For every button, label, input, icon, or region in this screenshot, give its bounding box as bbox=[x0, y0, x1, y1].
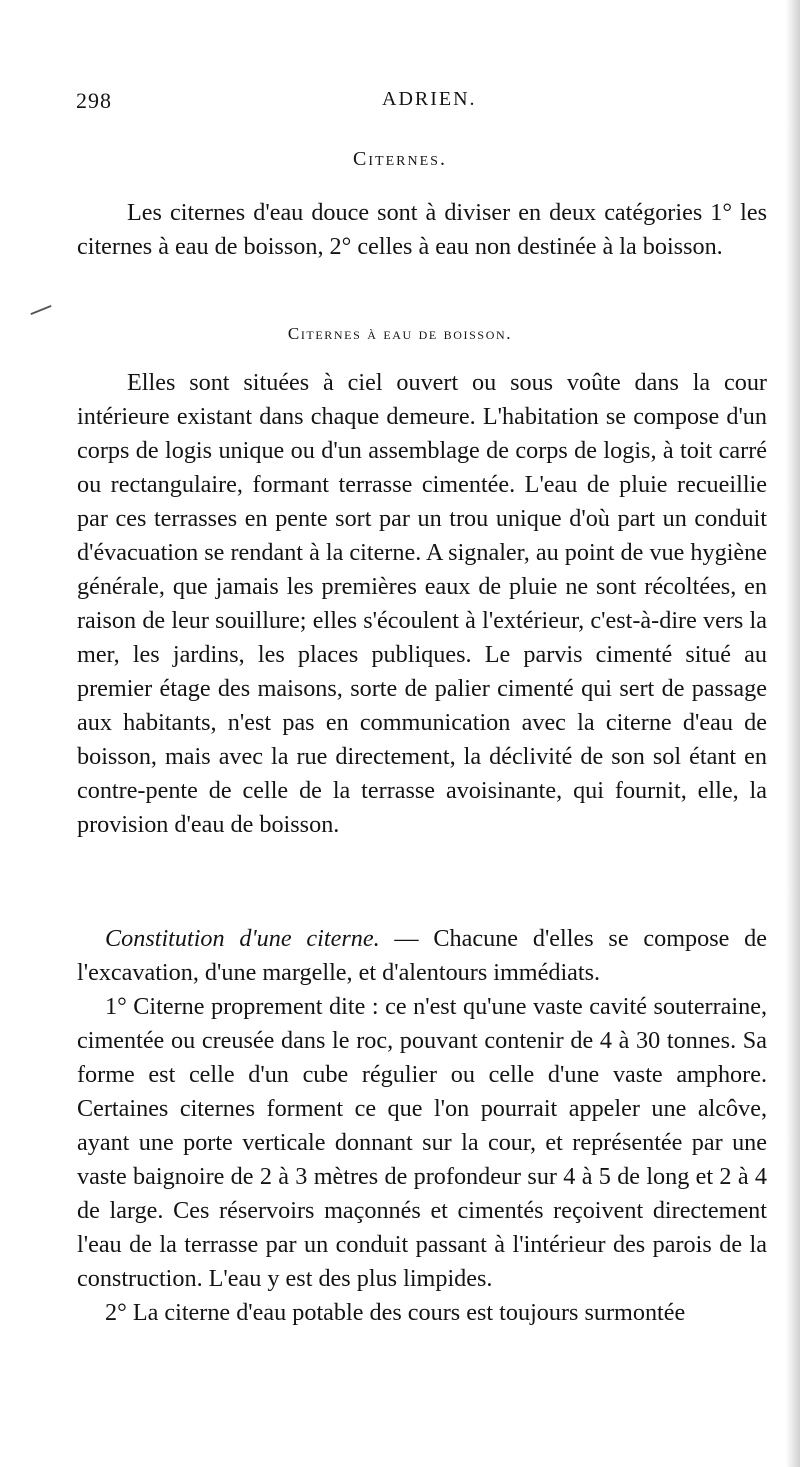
section-heading-citernes: Citernes. bbox=[353, 148, 447, 170]
page-edge-shadow bbox=[786, 0, 800, 1467]
paragraph-text: Elles sont situées à ciel ouvert ou sous voûte dans la cour intérieure existant dans chaque demeure. L'habitation se compose d'un corps de logis unique ou d'un assemblage de corps de logis, à toit carré ou rectangulaire, formant terrasse cimentée. L'eau de pluie recueillie par ces terrasses en pente sort par un trou unique d'où part un conduit d'évacuation se rendant à la citerne. A signaler, au point de vue hygiène générale, que jamais les premières eaux de pluie ne sont récoltées, en raison de leur souillure; elles s'écoulent à l'extérieur, c'est-à-dire vers la mer, les jardins, les places publiques. Le parvis cimenté situé au premier étage des maisons, sorte de palier cimenté qui sert de passage aux habitants, n'est pas en communication avec la citerne d'eau de boisson, mais avec la rue directement, la déclivité de son sol étant en contre-pente de celle de la terrasse avoisinante, qui fournit, elle, la provision d'eau de boisson. bbox=[77, 369, 767, 838]
running-head bbox=[76, 88, 760, 118]
stray-ink-mark bbox=[30, 305, 51, 315]
paragraph-constitution bbox=[77, 922, 767, 1330]
constitution-item-2: 2° La citerne d'eau potable des cours est toujours surmontée bbox=[105, 1299, 686, 1326]
paragraph-citernes bbox=[77, 196, 767, 264]
constitution-intro-text: — Chacune d'elles se compose de l'excavation, d'une margelle, et d'alentours immédiats. bbox=[77, 925, 767, 986]
constitution-lead: Constitution d'une citerne. bbox=[105, 925, 380, 952]
section-heading-citernes-boisson: Citernes à eau de boisson. bbox=[287, 324, 513, 343]
page-number: 298 bbox=[76, 88, 112, 113]
constitution-intro bbox=[77, 922, 767, 990]
paragraph-citernes-boisson bbox=[77, 366, 767, 842]
paragraph-text: Les citernes d'eau douce sont à diviser en deux catégories 1° les citernes à eau de boisson, 2° celles à eau non destinée à la boisson. bbox=[77, 199, 767, 260]
constitution-item-1: 1° Citerne proprement dite : ce n'est qu'une vaste cavité souterraine, cimentée ou creusée dans le roc, pouvant contenir de 4 à 30 tonnes. Sa forme est celle d'un cube régulier ou celle d'une vaste amphore. Certaines citernes forment ce que l'on pourrait appeler une alcôve, ayant une porte verticale donnant sur la cour, et représentée par une vaste baignoire de 2 à 3 mètres de profondeur sur 4 à 5 de long et 2 à 4 de large. Ces réservoirs maçonnés et cimentés reçoivent directement l'eau de la terrasse par un conduit passant à l'intérieur des parois de la construction. L'eau y est des plus limpides. bbox=[77, 993, 767, 1292]
running-title: ADRIEN. bbox=[382, 88, 477, 110]
